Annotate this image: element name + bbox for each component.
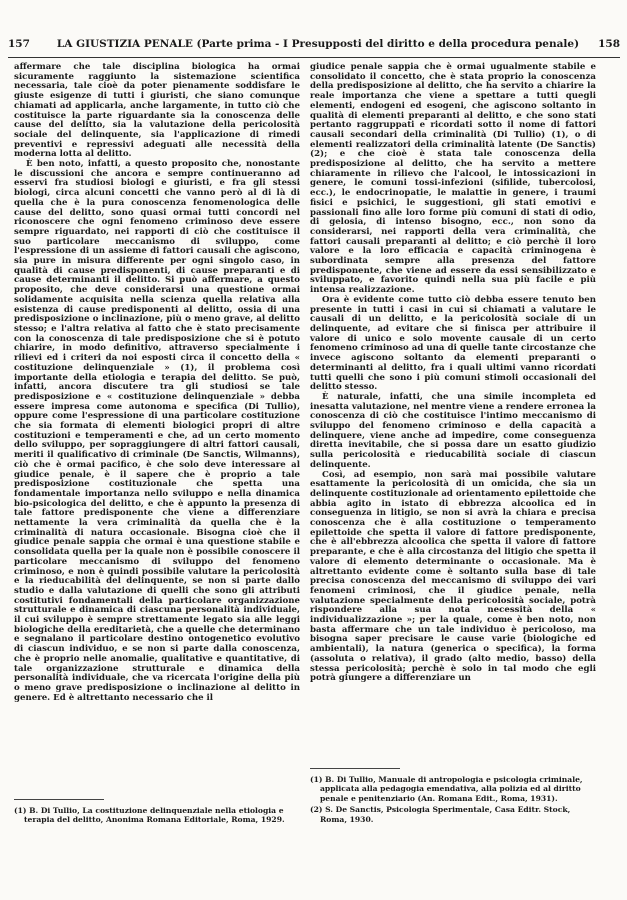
header-rule — [8, 57, 620, 58]
right-column — [310, 63, 596, 684]
paragraph: È ben noto, infatti, a questo proposito che, nonostante le discussioni che ancora e sempre continueranno ad esservi fra studiosi biologi e giuristi, e fra gli stessi biologi, circa alcuni concetti che vanno però al di là di quella che è la pura conoscenza fenomenologica delle cause del delitto, sono quasi ormai tutti concordi nel riconoscere che ogni fenomeno criminoso deve essere sempre riguardato, nei rapporti di ciò che costituisce il suo particolare meccanismo di sviluppo, come l'espressione di un assieme di fattori causali che agiscono, sia pure in misura differente per ogni singolo caso, in qualità di cause predisponenti, di cause preparanti e di cause determinanti il delitto. Si può affermare, a questo proposito, che deve considerarsi una questione ormai solidamente acquisita nella scienza quella relativa alla esistenza di cause predisponenti al delitto, ossia di una predisposizione o inclinazione, più o meno grave, al delitto stesso; e l'altra relativa al fatto che è stato precisamente con la conoscenza di tale predisposizione che si è potuto chiarire, in modo definitivo, attraverso specialmente i rilievi ed i criteri da noi esposti circa il concetto della « costituzione delinquenziale » (1), il problema così importante della etiologia e terapia del delitto. Se può, infatti, ancora discutere tra gli studiosi se tale predisposizione e « costituzione delinquenziale » debba essere impresa come autonoma e specifica (Di Tullio), oppure come l'espressione di una particolare costituzione che sia formata di elementi biologici propri di altre costituzioni e temperamenti e che, ad un certo momento dello sviluppo, per sopraggiungere di altri fattori causali, meriti il qualificativo di criminale (De Sanctis, Wilmanns), ciò che è ormai pacifico, è che solo deve interessare al giudice penale, è il sapere che è proprio a tale predisposizione costituzionale che spetta una fondamentale importanza nello sviluppo e nella dinamica bio-psicologica del delitto, e che è appunto la presenza di tale fattore predisponente che viene a differenziare nettamente la vera criminalità da quella che è la criminalità di natura occasionale. Bisogna cioè che il giudice penale sappia che ormai è una questione stabile e consolidata quella per la quale non è possibile conoscere il particolare meccanismo di sviluppo del fenomeno criminoso, e non è quindi possibile valutare la pericolosità e la rieducabilità del delinquente, se non si parte dallo studio e dalla valutazione di quelli che sono gli attributi costitutivi fondamentali della particolare organizzazione strutturale e dinamica di ciascuna personalità individuale, il cui sviluppo è sempre strettamente legato sia alle leggi biologiche della ereditarietà, che a quelle che determinano e segnalano il particolare destino ontogenetico evolutivo di ciascun individuo, e se non si parte dalla conoscenza, che è proprio nelle anomalie, qualitative e quantitative, di tale organizzazione strutturale e dinamica della personalità individuale, che va ricercata l'origine della più o meno grave predisposizione o inclinazione al delitto in genere. Ed è altrettanto necessario che il — [14, 159, 300, 703]
paragraph: Così, ad esempio, non sarà mai possibile valutare esattamente la pericolosità di un omicida, che sia un delinquente costituzionale ad orientamento epilettoide che abbia agito in istato di ebbrezza alcoolica ed in conseguenza in litigio, se non si avrà la chiara e precisa conoscenza che è alla costituzione o temperamento epilettoide che spetta il valore di fattore predisponente, che è all'ebbrezza alcoolica che spetta il valore di fattore preparante, e che è alla circostanza del litigio che spetta il valore di elemento determinante o occasionale. Ma è altrettanto evidente come è soltanto sulla base di tale precisa conoscenza del meccanismo di sviluppo dei vari fenomeni criminosi, che il giudice penale, nella valutazione specialmente della pericolosità sociale, potrà rispondere alla sua nota necessità della « individualizzazione »; per la quale, come è ben noto, non basta affermare che un tale individuo è pericoloso, ma bisogna saper precisare le cause varie (biologiche ed ambientali), la natura (generica o specifica), la forma (assoluta o relativa), il grado (alto medio, basso) della stessa pericolosità; perchè è solo in tal modo che egli potrà giungere a differenziare un — [310, 469, 597, 684]
footnotes-right — [310, 775, 596, 826]
footnote: (1) B. Di Tullio, La costituzione delinquenziale nella etiologia e terapia del delitto, Anonima Romana Editoriale, Roma, 1929. — [14, 806, 285, 825]
running-header — [8, 38, 620, 54]
paragraph: giudice penale sappia che è ormai ugualmente stabile e consolidato il concetto, che è stata proprio la conoscenza della predisposizione al delitto, che ha servito a chiarire la reale importanza che viene a spettare a tutti quegli elementi, endogeni ed esogeni, che agiscono soltanto in qualità di elementi preparanti al delitto, e che sono stati pertanto raggruppati e ricordati sotto il nome di fattori causali secondari della criminalità (Di Tullio) (1), o di elementi realizzatori della criminalità latente (De Sanctis) (2); e che cioè è stata tale conoscenza della predisposizione al delitto, che ha servito a mettere chiaramente in rilievo che l'alcool, le intossicazioni in genere, le comuni tossi-infezioni (sifilide, tubercolosi, ecc.), le endocrinopatie, le malattie in genere, i traumi fisici e psichici, le suggestioni, gli stati emotivi e passionali fino alle loro forme più comuni di stati di odio, di gelosia, di intenso bisogno, ecc., non sono da considerarsi, nei rapporti della vera criminalità, che fattori causali preparanti al delitto; e ciò perchè il loro valore e la loro efficacia e capacità criminogena è subordinata sempre alla presenza del fattore predisponente, che viene ad essere da essi sensibilizzato e sviluppato, e favorito quindi nella sua più facile e più intensa realizzazione. — [310, 62, 596, 296]
paragraph: affermare che tale disciplina biologica ha ormai sicuramente raggiunto la sistemazione scientifica necessaria, tale cioè da poter pienamente soddisfare le giuste esigenze di tutti i giuristi, che siano comunque chiamati ad applicarla, anche largamente, in tutto ciò che costituisce la parte riguardante sia la conoscenza delle cause del delitto, sia la valutazione della pericolosità sociale del delinquente, sia l'applicazione di rimedi preventivi e repressivi adeguati alle necessità della moderna lotta al delitto. — [14, 62, 300, 160]
footnote: (1) B. Di Tullio, Manuale di antropologia e psicologia criminale, applicata alla pedagogia emendativa, alla polizia ed al diritto penale e penitenziario (An. Romana Edit., Roma, 1931). — [310, 775, 583, 803]
left-column — [14, 63, 300, 703]
paragraph: È naturale, infatti, che una simile incompleta ed inesatta valutazione, nel mentre viene a rendere erronea la conoscenza di ciò che costituisce l'intimo meccanismo di sviluppo del fenomeno criminoso e della capacità a delinquere, viene anche ad impedire, come conseguenza diretta inevitabile, che si possa dare un esatto giudizio sulla pericolosità e rieducabilità sociale di ciascun delinquente. — [310, 391, 596, 470]
page-number-left: 157 — [8, 38, 30, 50]
paragraph: Ora è evidente come tutto ciò debba essere tenuto ben presente in tutti i casi in cui si chiamati a valutare le causali di un delitto, e la pericolosità sociale di un delinquente, ad evitare che si finisca per attribuire il valore di unico e solo movente causale di un certo fenomeno criminoso ad una di quelle tante circostanze che invece agiscono soltanto da elementi preparanti o determinanti al delitto, fra i quali ultimi vanno ricordati tutti quelli che sono i più comuni stimoli occasionali del delitto stesso. — [310, 294, 596, 393]
footnote-rule — [14, 799, 104, 800]
footnote-rule — [310, 768, 400, 769]
running-title: LA GIUSTIZIA PENALE (Parte prima - I Presupposti del diritto e della procedura penale) — [56, 38, 580, 50]
page-number-right: 158 — [598, 38, 620, 50]
footnotes-left — [14, 806, 300, 827]
footnote: (2) S. De Sanctis, Psicologia Sperimentale, Casa Editr. Stock, Roma, 1930. — [310, 805, 571, 824]
